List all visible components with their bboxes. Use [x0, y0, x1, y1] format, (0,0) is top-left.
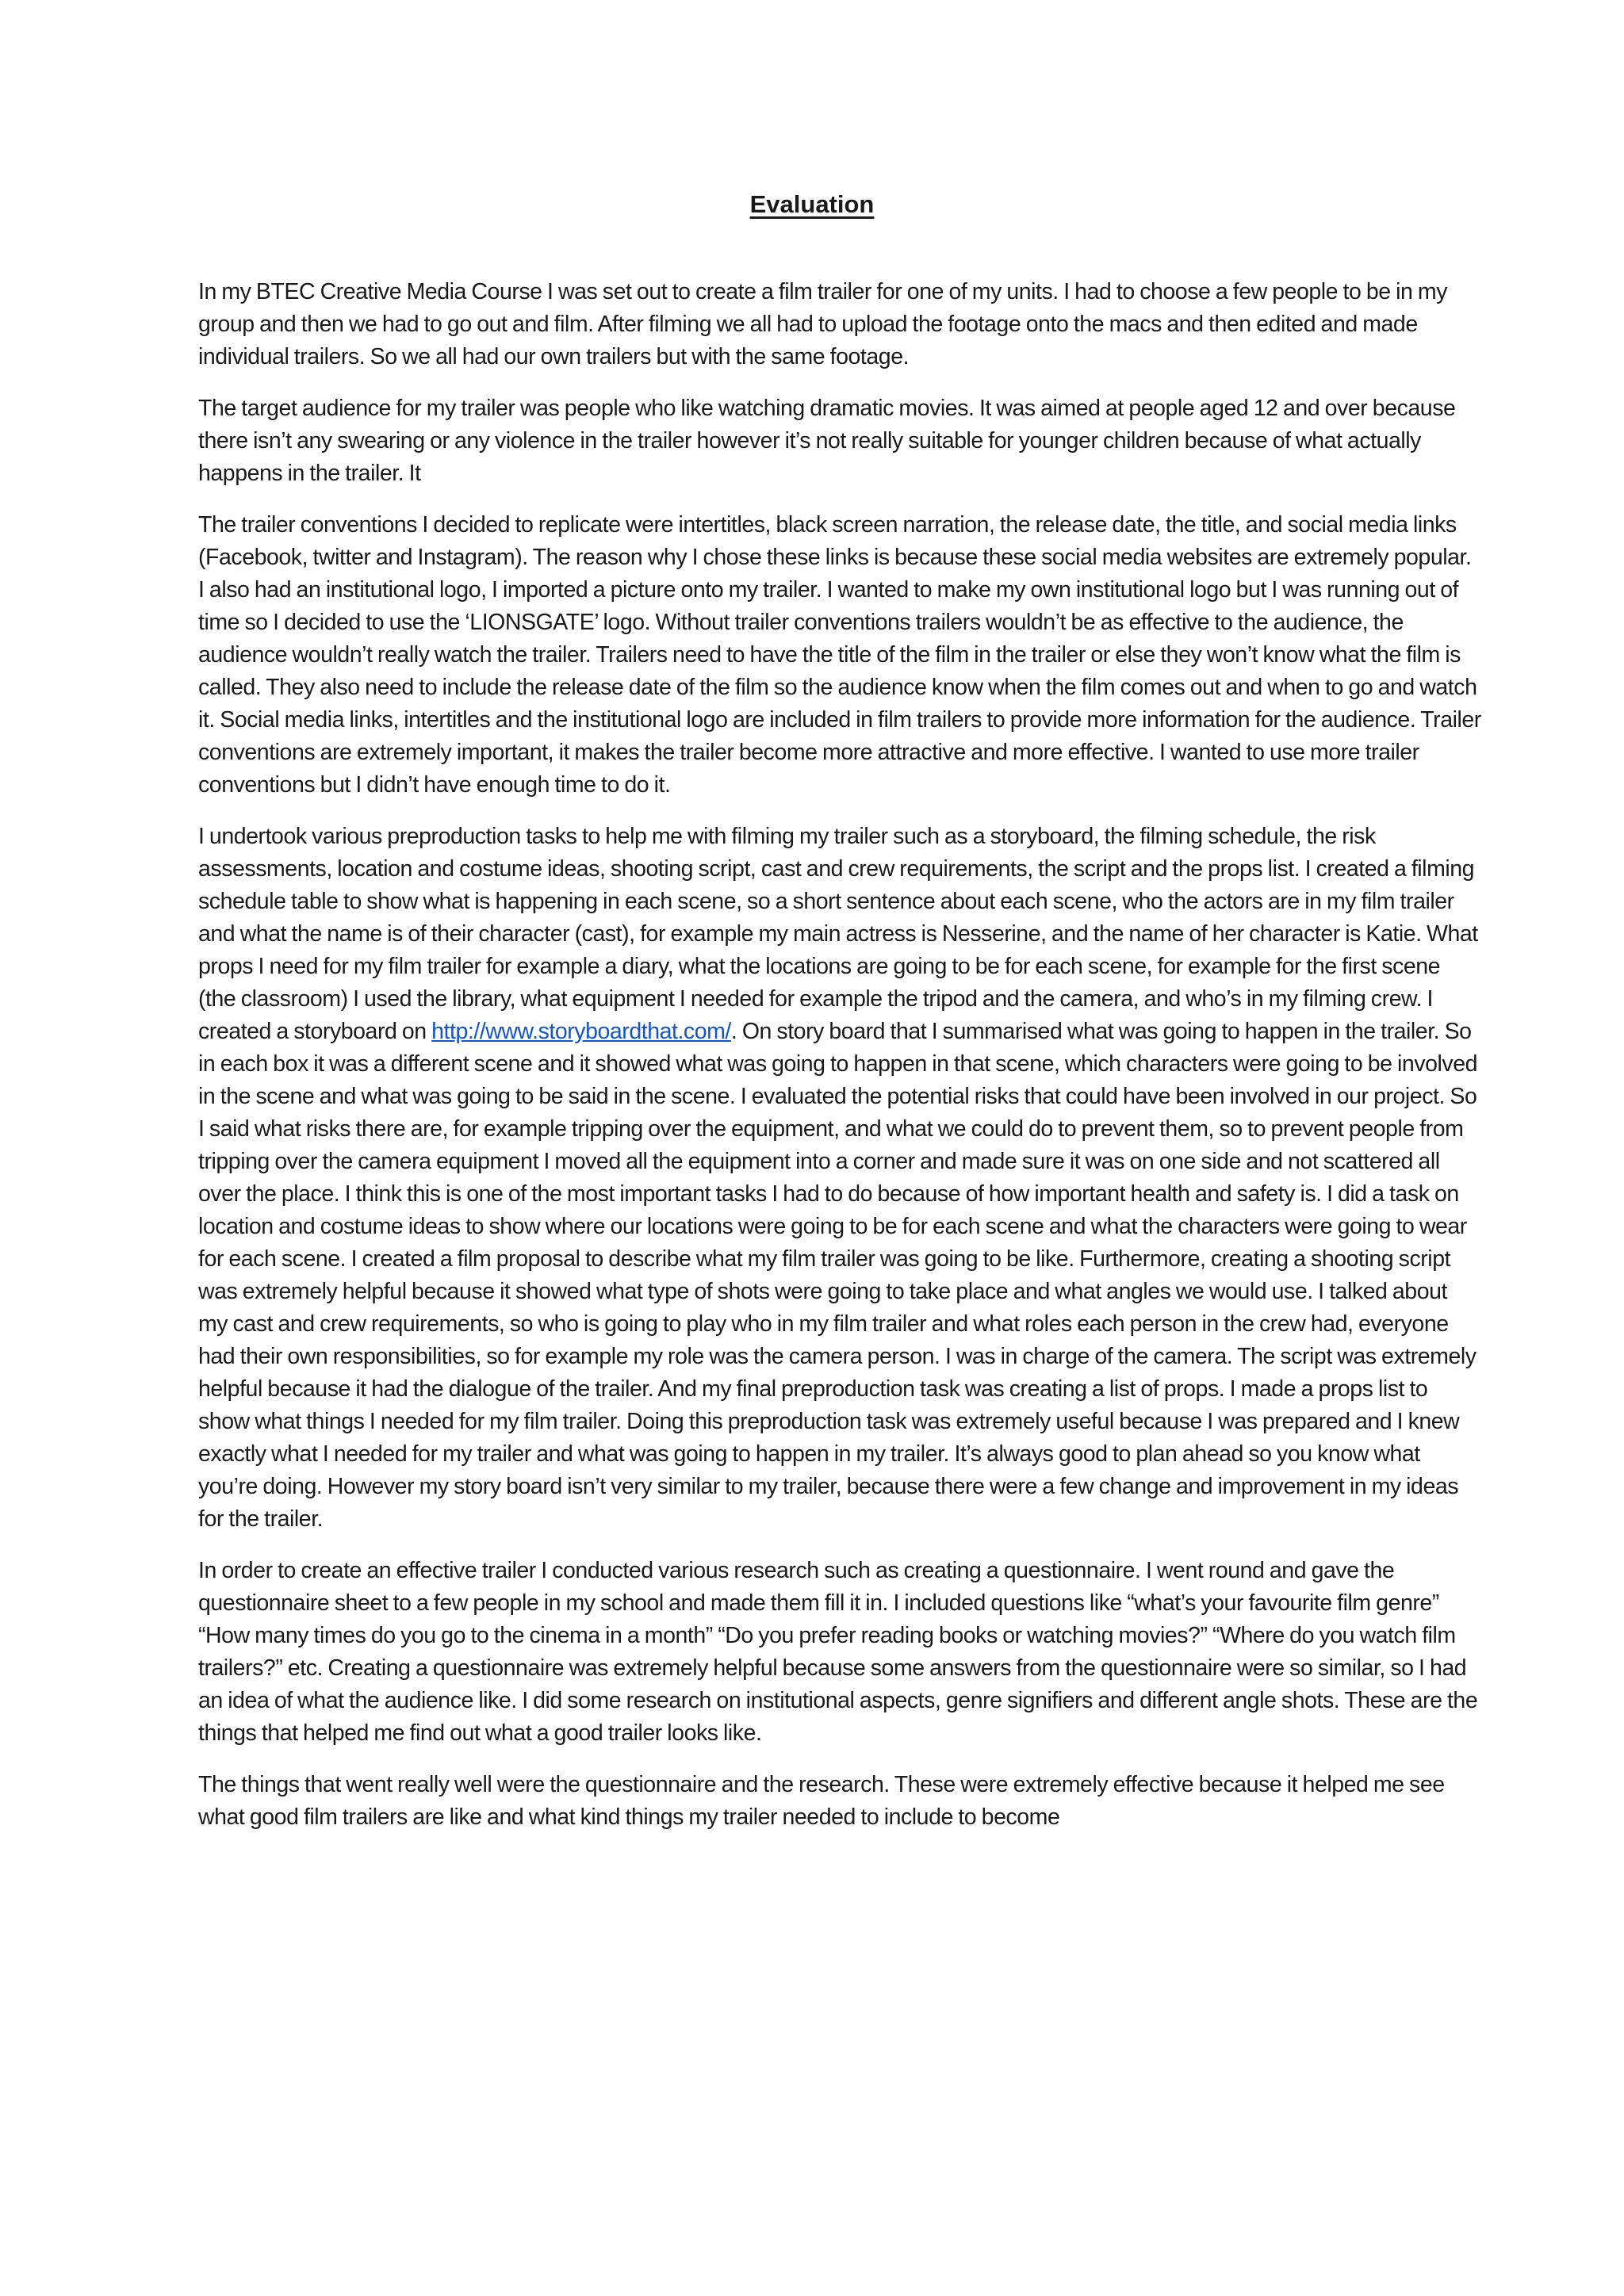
paragraph-trailer-conventions: The trailer conventions I decided to replicate were intertitles, black screen narration, the release date, the title, and social media links (Facebook, twitter and Instagram). The reason why I chose these links is because these social media websites are extremely popular. I also had an institutional logo, I imported a picture onto my trailer. I wanted to make my own institutional logo but I was running out of time so I decided to use the ‘LIONSGATE’ logo. Without trailer conventions trailers wouldn’t be as effective to the audience, the audience wouldn’t really watch the trailer. Trailers need to have the title of the film in the trailer or else they won’t know what the film is called. They also need to include the release date of the film so the audience know when the film comes out and when to go and watch it. Social media links, intertitles and the institutional logo are included in film trailers to provide more information for the audience. Trailer conventions are extremely important, it makes the trailer become more attractive and more effective. I wanted to use more trailer conventions but I didn’t have enough time to do it.: [198, 512, 1481, 798]
paragraph-target-audience: The target audience for my trailer was people who like watching dramatic movies. It was aimed at people aged 12 and over because there isn’t any swearing or any violence in the trailer however it’s not really suitable for younger children because of what actually happens in the trailer. It: [198, 396, 1456, 486]
preproduction-text-after-link: . On story board that I summarised what was going to happen in the trailer. So in each box it was a different scene and it showed what was going to happen in that scene, which characters were going to be involved in the scene and what was going to be said in the scene. I evaluated the potential risks that could have been involved in our project. So I said what risks there are, for example tripping over the equipment, and what we could do to prevent them, so to prevent people from tripping over the camera equipment I moved all the equipment into a corner and made sure it was on one side and not scattered all over the place. I think this is one of the most important tasks I had to do because of how important health and safety is. I did a task on location and costume ideas to show where our locations were going to be for each scene and what the characters were going to wear for each scene. I created a film proposal to describe what my film trailer was going to be like. Furthermore, creating a shooting script was extremely helpful because it showed what type of shots were going to take place and what angles we would use. I talked about my cast and crew requirements, so who is going to play who in my film trailer and what roles each person in the crew had, everyone had their own responsibilities, so for example my role was the camera person. I was in charge of the camera. The script was extremely helpful because it had the dialogue of the trailer. And my final preproduction task was creating a list of props. I made a props list to show what things I needed for my film trailer. Doing this preproduction task was extremely useful because I was prepared and I knew exactly what I needed for my trailer and what was going to happen in my trailer. It’s always good to plan ahead so you know what you’re doing. However my story board isn’t very similar to my trailer, because there were a few change and improvement in my ideas for the trailer.: [198, 1019, 1478, 1532]
document-body: [198, 276, 1481, 1853]
preproduction-text-before-link: I undertook various preproduction tasks to help me with filming my trailer such as a storyboard, the filming schedule, the risk assessments, location and costume ideas, shooting script, cast and crew requirements, the script and the props list. I created a filming schedule table to show what is happening in each scene, so a short sentence about each scene, who the actors are in my film trailer and what the name is of their character (cast), for example my main actress is Nesserine, and the name of her character is Katie. What props I need for my film trailer for example a diary, what the locations are going to be for each scene, for example for the first scene (the classroom) I used the library, what equipment I needed for example the tripod and the camera, and who’s in my filming crew. I created a storyboard on: [198, 824, 1478, 1044]
paragraph-preproduction: [198, 821, 1481, 1536]
paragraph-what-went-well: The things that went really well were the questionnaire and the research. These were extremely effective because it helped me see what good film trailers are like and what kind things my trailer needed to include to become: [198, 1772, 1445, 1830]
storyboard-link[interactable]: http://www.storyboardthat.com/: [431, 1019, 731, 1044]
paragraph-research: In order to create an effective trailer I conducted various research such as creating a questionnaire. I went round and gave the questionnaire sheet to a few people in my school and made them fill it in. I included questions like “what’s your favourite film genre” “How many times do you go to the cinema in a month” “Do you prefer reading books or watching movies?” “Where do you watch film trailers?” etc. Creating a questionnaire was extremely helpful because some answers from the questionnaire were so similar, so I had an idea of what the audience like. I did some research on institutional aspects, genre signifiers and different angle shots. These are the things that helped me find out what a good trailer looks like.: [198, 1558, 1478, 1746]
paragraph-introduction: In my BTEC Creative Media Course I was set out to create a film trailer for one of my units. I had to choose a few people to be in my group and then we had to go out and film. After filming we all had to upload the footage onto the macs and then edited and made individual trailers. So we all had our own trailers but with the same footage.: [198, 279, 1447, 369]
page-title: Evaluation: [749, 190, 875, 218]
